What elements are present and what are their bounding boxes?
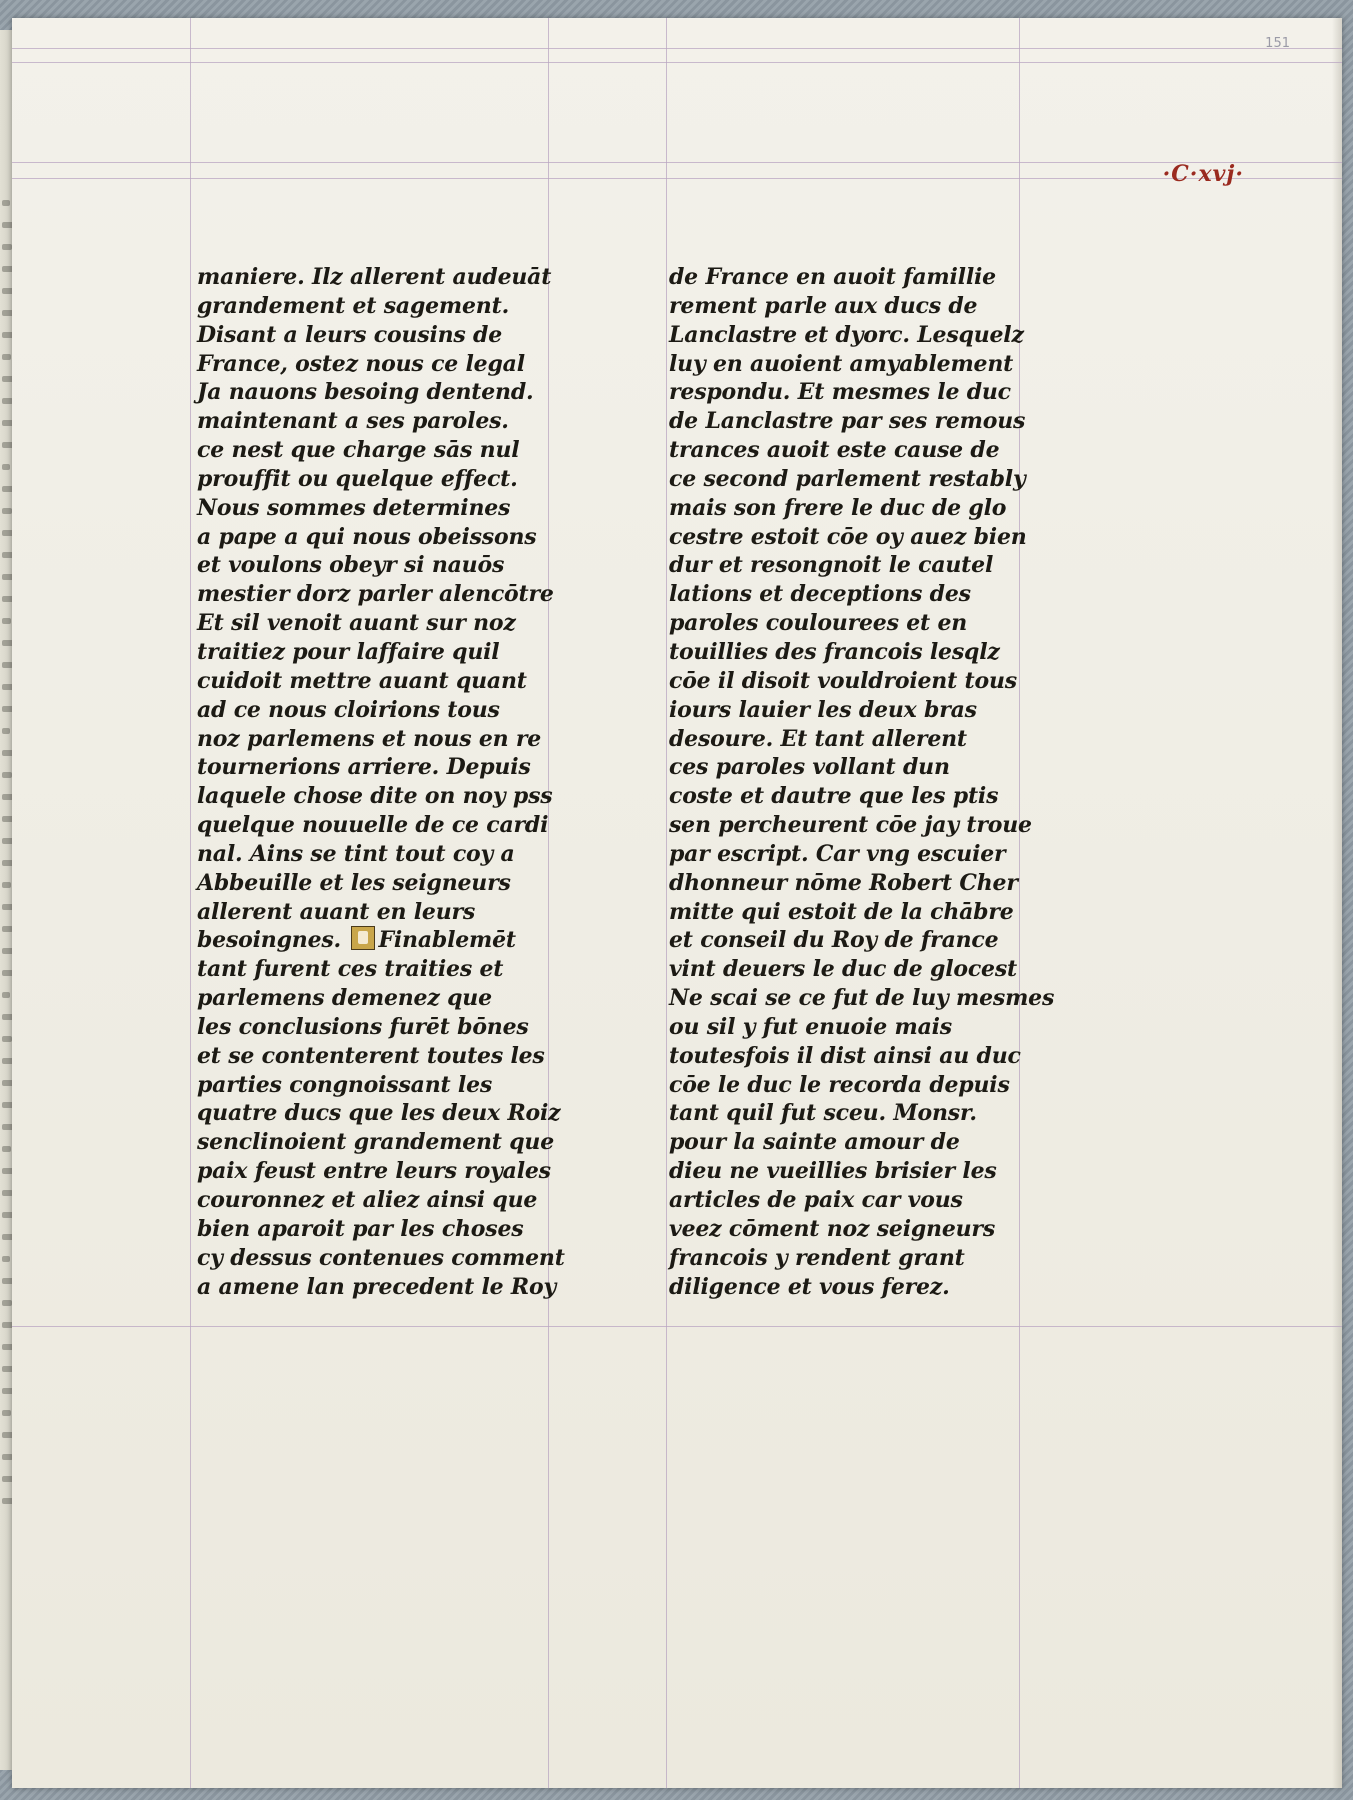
manuscript-line: trances auoit este cause de bbox=[669, 437, 1000, 464]
manuscript-line: mais son frere le duc de glo bbox=[669, 494, 1007, 521]
manuscript-line: tant quil fut sceu. Monsr. bbox=[669, 1100, 977, 1127]
facing-page-text-mark bbox=[2, 882, 11, 888]
manuscript-line: cestre estoit cōe oy auez bien bbox=[669, 523, 1027, 550]
manuscript-line: desoure. Et tant allerent bbox=[669, 725, 967, 752]
manuscript-line: maintenant a ses paroles. bbox=[197, 408, 509, 435]
manuscript-line: Lanclastre et dyorc. Lesquelz bbox=[669, 321, 1024, 348]
manuscript-line: tournerions arriere. Depuis bbox=[197, 754, 531, 781]
manuscript-line: senclinoient grandement que bbox=[197, 1129, 554, 1156]
ruling-line bbox=[666, 18, 667, 1788]
facing-page-text-mark bbox=[2, 464, 10, 470]
manuscript-line: a amene lan precedent le Roy bbox=[197, 1273, 557, 1300]
manuscript-line: Nous sommes determines bbox=[197, 494, 511, 521]
manuscript-line: Ja nauons besoing dentend. bbox=[197, 379, 534, 406]
manuscript-line: de Lanclastre par ses remous bbox=[669, 408, 1026, 435]
manuscript-line: laquele chose dite on noy pss bbox=[197, 783, 553, 810]
text-column-left bbox=[197, 263, 607, 1301]
manuscript-line: mestier dorz parler alencōtre bbox=[197, 581, 554, 608]
manuscript-line: besoingnes. Finablemēt bbox=[197, 927, 516, 954]
ruling-line bbox=[12, 48, 1342, 49]
manuscript-line: tant furent ces traities et bbox=[197, 956, 504, 983]
manuscript-line: iours lauier les deux bras bbox=[669, 696, 977, 723]
manuscript-line: Et sil venoit auant sur noz bbox=[197, 610, 516, 637]
facing-page-text-mark bbox=[2, 772, 12, 778]
manuscript-line: respondu. Et mesmes le duc bbox=[669, 379, 1011, 406]
manuscript-line: pour la sainte amour de bbox=[669, 1129, 960, 1156]
manuscript-line: France, ostez nous ce legal bbox=[197, 350, 525, 377]
ruling-line bbox=[12, 162, 1342, 163]
page-edge-shadow bbox=[1332, 18, 1342, 1788]
manuscript-line: et voulons obeyr si nauōs bbox=[197, 552, 505, 579]
manuscript-line: prouffit ou quelque effect. bbox=[197, 465, 518, 492]
manuscript-line: ou sil y fut enuoie mais bbox=[669, 1013, 952, 1040]
manuscript-line: cuidoit mettre auant quant bbox=[197, 667, 527, 694]
manuscript-page bbox=[12, 18, 1342, 1788]
text-column-right bbox=[669, 263, 1089, 1301]
manuscript-line: a pape a qui nous obeissons bbox=[197, 523, 537, 550]
manuscript-line: noz parlemens et nous en re bbox=[197, 725, 542, 752]
manuscript-line: les conclusions furēt bōnes bbox=[197, 1013, 529, 1040]
ruling-line bbox=[12, 1326, 1342, 1327]
facing-page-text-mark bbox=[2, 200, 10, 206]
manuscript-line: maniere. Ilz allerent audeuāt bbox=[197, 264, 552, 290]
manuscript-line: coste et dautre que les ptis bbox=[669, 783, 999, 810]
manuscript-line: nal. Ains se tint tout coy a bbox=[197, 840, 515, 867]
manuscript-line: traitiez pour laffaire quil bbox=[197, 638, 500, 665]
manuscript-line: bien aparoit par les choses bbox=[197, 1215, 524, 1242]
facing-page-text-mark bbox=[2, 508, 12, 514]
manuscript-line: quatre ducs que les deux Roiz bbox=[197, 1100, 561, 1127]
manuscript-line: articles de paix car vous bbox=[669, 1187, 963, 1213]
manuscript-line: cōe le duc le recorda depuis bbox=[669, 1071, 1010, 1098]
ruling-line bbox=[12, 62, 1342, 63]
manuscript-line: lations et deceptions des bbox=[669, 581, 971, 608]
manuscript-line: dhonneur nōme Robert Cher bbox=[669, 869, 1018, 896]
manuscript-line: paroles coulourees et en bbox=[669, 610, 968, 637]
manuscript-line: ad ce nous cloirions tous bbox=[197, 696, 500, 723]
facing-page-text-mark bbox=[2, 1036, 12, 1042]
manuscript-line: cōe il disoit vouldroient tous bbox=[669, 667, 1017, 694]
manuscript-line: parties congnoissant les bbox=[197, 1071, 493, 1098]
illuminated-initial-icon bbox=[351, 926, 375, 950]
facing-page-text-mark bbox=[2, 1146, 11, 1152]
manuscript-line: dur et resongnoit le cautel bbox=[669, 552, 994, 579]
manuscript-line: et conseil du Roy de france bbox=[669, 927, 999, 954]
manuscript-line: touillies des francois lesqlz bbox=[669, 638, 1000, 665]
facing-page-text-mark bbox=[2, 1256, 10, 1262]
manuscript-line: allerent auant en leurs bbox=[197, 898, 476, 925]
facing-page-text-mark bbox=[2, 1300, 12, 1306]
manuscript-line: Abbeuille et les seigneurs bbox=[197, 869, 511, 896]
manuscript-line: mitte qui estoit de la chābre bbox=[669, 898, 1014, 925]
facing-page-text-mark bbox=[2, 244, 12, 250]
manuscript-line: couronnez et aliez ainsi que bbox=[197, 1187, 538, 1213]
manuscript-line: grandement et sagement. bbox=[197, 292, 510, 319]
manuscript-line: luy en auoient amyablement bbox=[669, 350, 1014, 377]
manuscript-line: paix feust entre leurs royales bbox=[197, 1158, 551, 1185]
manuscript-line: rement parle aux ducs de bbox=[669, 292, 978, 319]
manuscript-line: de France en auoit famillie bbox=[669, 264, 996, 290]
manuscript-line: Disant a leurs cousins de bbox=[197, 321, 503, 348]
manuscript-line: diligence et vous ferez. bbox=[669, 1273, 950, 1300]
facing-page-text-mark bbox=[2, 992, 10, 998]
manuscript-line: dieu ne vueillies brisier les bbox=[669, 1158, 997, 1185]
manuscript-line: ce second parlement restably bbox=[669, 465, 1026, 492]
manuscript-line: parlemens demenez que bbox=[197, 985, 492, 1012]
folio-number-rubric: ·C·xvj· bbox=[1162, 161, 1244, 187]
manuscript-line: ces paroles vollant dun bbox=[669, 754, 950, 781]
manuscript-line: veez cōment noz seigneurs bbox=[669, 1215, 995, 1242]
manuscript-line: vint deuers le duc de glocest bbox=[669, 956, 1018, 983]
manuscript-line: Ne scai se ce fut de luy mesmes bbox=[669, 985, 1055, 1012]
folio-number-pencil: 151 bbox=[1265, 36, 1290, 51]
ruling-line bbox=[12, 178, 1342, 179]
manuscript-line: cy dessus contenues comment bbox=[197, 1244, 565, 1271]
manuscript-line: quelque nouuelle de ce cardi bbox=[197, 812, 549, 839]
ruling-line bbox=[190, 18, 191, 1788]
manuscript-line: sen percheurent cōe jay troue bbox=[669, 812, 1032, 839]
manuscript-line: francois y rendent grant bbox=[669, 1244, 965, 1271]
manuscript-line: par escript. Car vng escuier bbox=[669, 840, 1006, 867]
facing-page-text-mark bbox=[2, 354, 11, 360]
facing-page-text-mark bbox=[2, 1410, 11, 1416]
manuscript-line: toutesfois il dist ainsi au duc bbox=[669, 1042, 1021, 1069]
manuscript-line: et se contenterent toutes les bbox=[197, 1042, 545, 1069]
manuscript-line: ce nest que charge sās nul bbox=[197, 437, 520, 464]
facing-page-text-mark bbox=[2, 728, 10, 734]
facing-page-text-mark bbox=[2, 618, 11, 624]
